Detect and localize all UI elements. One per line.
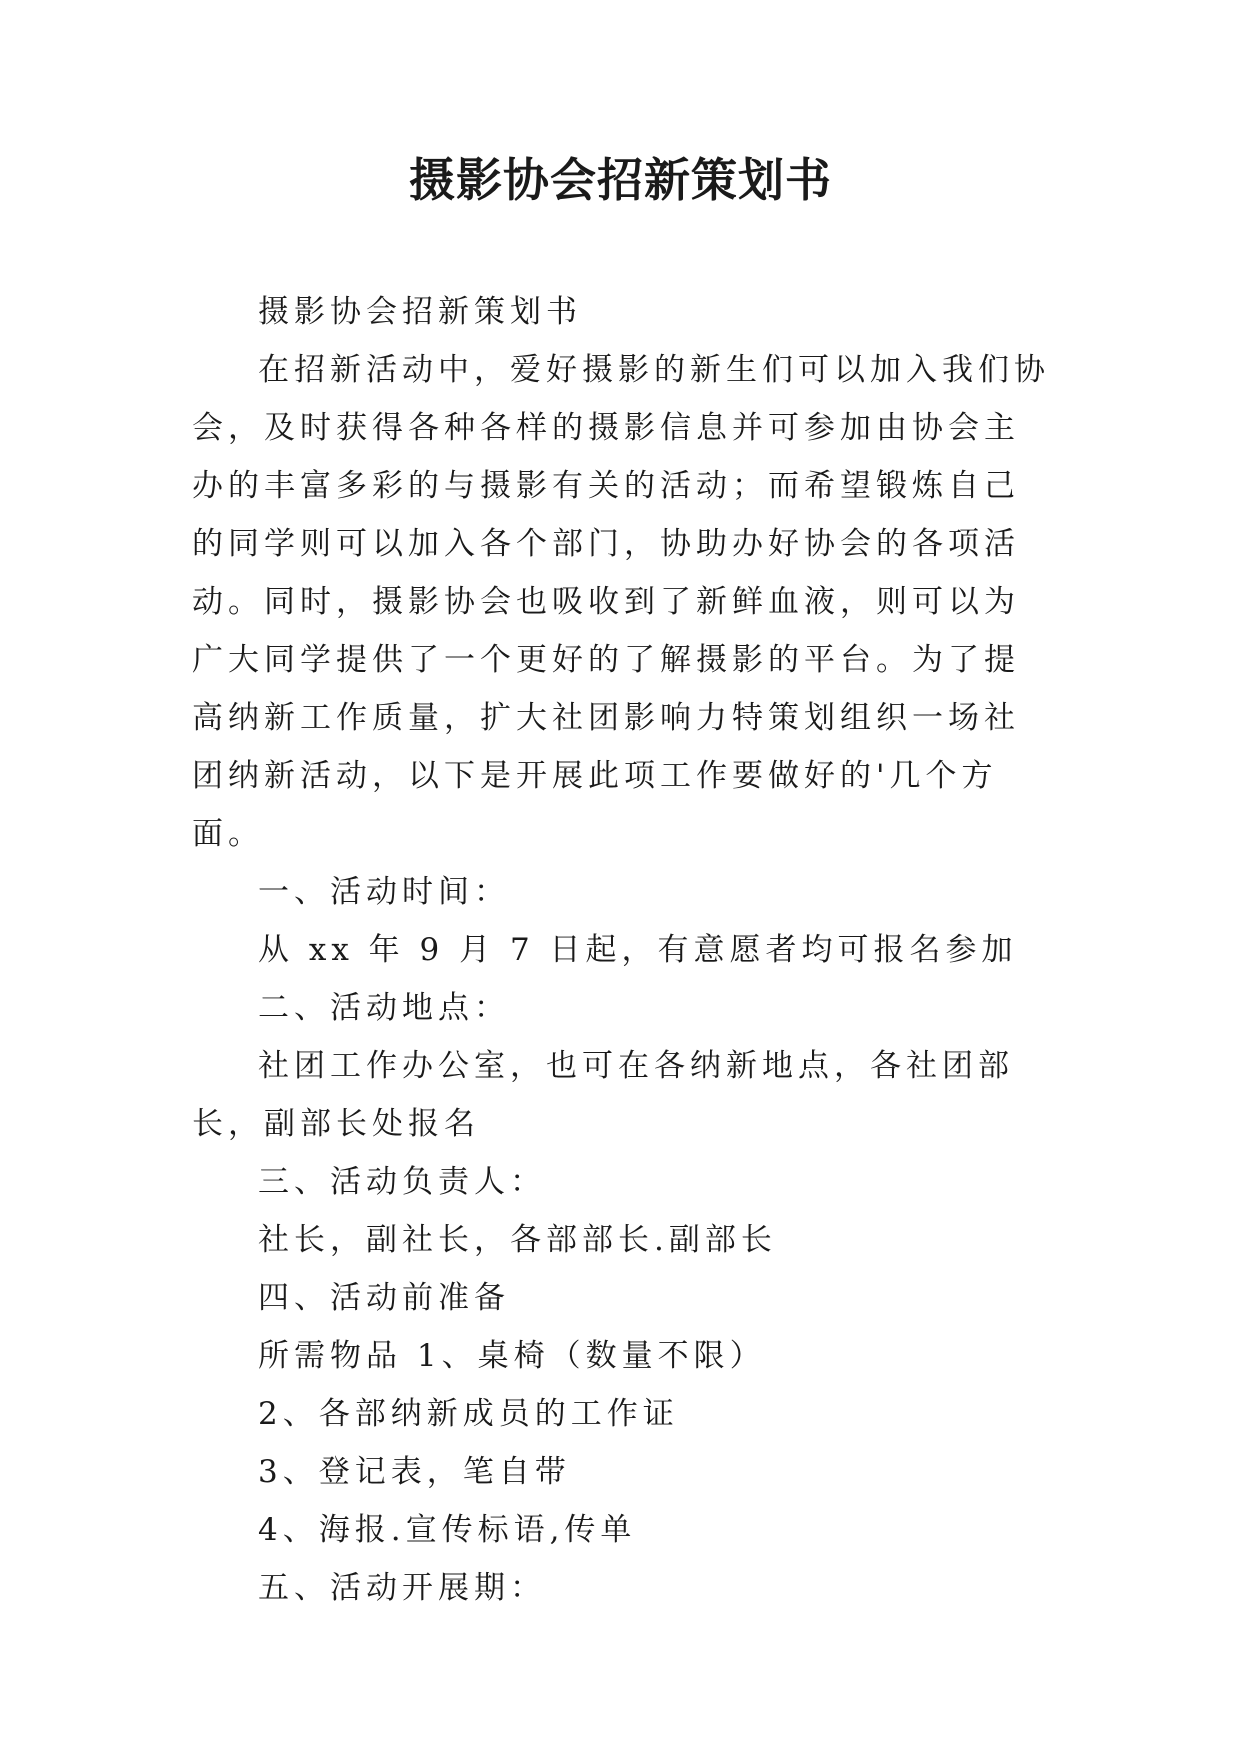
location-paragraph: 社团工作办公室，也可在各纳新地点，各社团部长，副部长处报名 <box>192 1048 1014 1142</box>
subtitle-paragraph: 摄影协会招新策划书 <box>258 294 582 330</box>
list-item: 3、登记表，笔自带 <box>258 1454 571 1490</box>
list-item: 所需物品 1、桌椅（数量不限） <box>258 1338 766 1374</box>
section-heading-location: 二、活动地点： <box>258 990 510 1026</box>
list-item: 2、各部纳新成员的工作证 <box>258 1396 679 1432</box>
document-body <box>192 283 1052 1617</box>
time-paragraph: 从 xx 年 9 月 7 日起，有意愿者均可报名参加 <box>258 932 1018 968</box>
section-heading-activity-period: 五、活动开展期： <box>258 1570 546 1606</box>
intro-paragraph: 在招新活动中，爱好摄影的新生们可以加入我们协会，及时获得各种各样的摄影信息并可参加由协会主办的丰富多彩的与摄影有关的活动；而希望锻炼自己的同学则可以加入各个部门，协助办好协会的各项活动。同时，摄影协会也吸收到了新鲜血液，则可以为广大同学提供了一个更好的了解摄影的平台。为了提高纳新工作质量，扩大社团影响力特策划组织一场社团纳新活动，以下是开展此项工作要做好的'几个方面。 <box>192 352 1050 852</box>
list-item: 4、海报.宣传标语,传单 <box>258 1512 637 1548</box>
section-heading-responsible: 三、活动负责人： <box>258 1164 546 1200</box>
section-heading-preparation: 四、活动前准备 <box>258 1280 510 1316</box>
responsible-paragraph: 社长，副社长，各部部长.副部长 <box>258 1222 777 1258</box>
section-heading-time: 一、活动时间： <box>258 874 510 910</box>
document-title: 摄影协会招新策划书 <box>409 153 832 207</box>
